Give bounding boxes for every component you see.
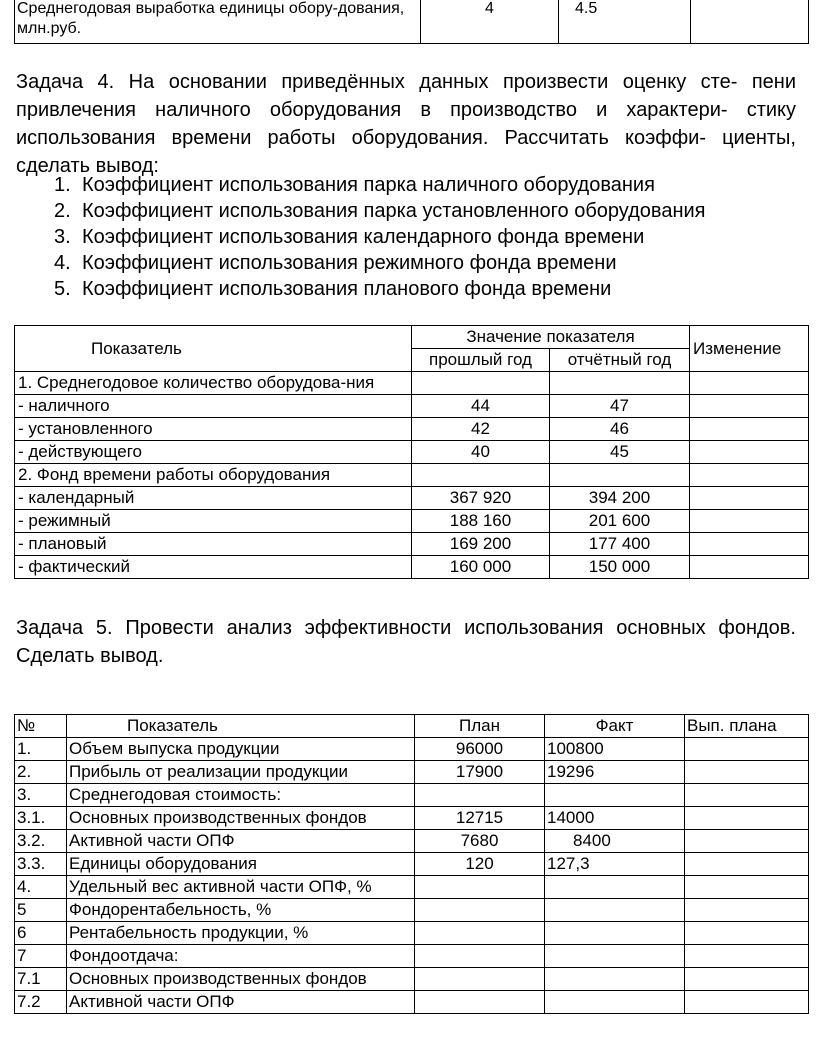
task4-text: Задача 4. На основании приведённых данных произвести оценку сте- пени привлечения наличного оборудования в производство и характери- стику использования времени работы оборудования. Рассчитать коэффи- циенты, сделать вывод: [16, 71, 796, 177]
table-row [15, 418, 809, 441]
plan-cell [415, 968, 545, 991]
exec-cell [685, 922, 809, 945]
header-change: Изменение [690, 326, 809, 372]
table-row [15, 853, 809, 876]
row-label: Среднегодовая стоимость: [67, 784, 415, 807]
row-label: - наличного [15, 395, 412, 418]
row-label: 1. Среднегодовое количество оборудова-ния [15, 372, 412, 395]
table-row [15, 738, 809, 761]
table-row [15, 0, 809, 44]
header-value: Значение показателя [412, 326, 690, 349]
change-cell [690, 441, 809, 464]
header-number: № [15, 715, 67, 738]
list-number: 4. [54, 252, 71, 274]
exec-cell [685, 945, 809, 968]
fact-cell [545, 876, 685, 899]
table-row [15, 968, 809, 991]
prev-cell: 188 160 [412, 510, 550, 533]
exec-cell [685, 853, 809, 876]
plan-cell: 7680 [415, 830, 545, 853]
curr-cell: 201 600 [550, 510, 690, 533]
list-item [16, 276, 706, 302]
curr-cell [550, 372, 690, 395]
row-label: Активной части ОПФ [67, 830, 415, 853]
list-number: 1. [54, 174, 71, 196]
fact-cell [545, 991, 685, 1014]
change-cell [690, 487, 809, 510]
fixed-assets-table [14, 714, 809, 1014]
row-number: 6 [15, 922, 67, 945]
exec-cell [685, 876, 809, 899]
table-row [15, 784, 809, 807]
change-cell [690, 395, 809, 418]
exec-cell [685, 991, 809, 1014]
exec-cell [685, 830, 809, 853]
value-cell: 4.5 [559, 0, 691, 44]
row-number: 7.2 [15, 991, 67, 1014]
exec-cell [685, 968, 809, 991]
empty-cell [691, 0, 809, 44]
row-label: - режимный [15, 510, 412, 533]
row-label: Единицы оборудования [67, 853, 415, 876]
header-row [15, 715, 809, 738]
header-row [15, 326, 809, 349]
list-text: Коэффициент использования режимного фонда времени [82, 252, 617, 274]
row-number: 3.2. [15, 830, 67, 853]
header-plan: План [415, 715, 545, 738]
change-cell [690, 533, 809, 556]
row-number: 4. [15, 876, 67, 899]
row-label: - фактический [15, 556, 412, 579]
list-number: 2. [54, 200, 71, 222]
prev-cell: 42 [412, 418, 550, 441]
fact-cell [545, 945, 685, 968]
prev-cell: 40 [412, 441, 550, 464]
prev-cell: 160 000 [412, 556, 550, 579]
plan-cell [415, 784, 545, 807]
plan-cell [415, 876, 545, 899]
previous-table-fragment [14, 0, 809, 44]
task4-list [16, 172, 706, 302]
row-label: - плановый [15, 533, 412, 556]
header-plan-execution: Вып. плана [685, 715, 809, 738]
table-row [15, 556, 809, 579]
table-row [15, 533, 809, 556]
table-row [15, 464, 809, 487]
row-number: 3. [15, 784, 67, 807]
row-label: Среднегодовая выработка единицы обору-дования, млн.руб. [15, 0, 421, 44]
list-text: Коэффициент использования парка установленного оборудования [82, 200, 706, 222]
plan-cell [415, 945, 545, 968]
fact-cell [545, 899, 685, 922]
table-row [15, 991, 809, 1014]
row-label: Рентабельность продукции, % [67, 922, 415, 945]
plan-cell: 17900 [415, 761, 545, 784]
table-row [15, 922, 809, 945]
list-item [16, 224, 706, 250]
row-number: 7.1 [15, 968, 67, 991]
change-cell [690, 510, 809, 533]
row-number: 5 [15, 899, 67, 922]
row-number: 7 [15, 945, 67, 968]
row-number: 1. [15, 738, 67, 761]
value-cell: 4 [421, 0, 559, 44]
list-number: 3. [54, 226, 71, 248]
fact-cell: 8400 [545, 830, 685, 853]
fact-cell [545, 922, 685, 945]
task5-text: Задача 5. Провести анализ эффективности использования основных фондов. Сделать вывод. [16, 617, 796, 667]
table-row [15, 807, 809, 830]
exec-cell [685, 761, 809, 784]
table-row [15, 761, 809, 784]
row-label: - календарный [15, 487, 412, 510]
row-label: - действующего [15, 441, 412, 464]
row-label: Активной части ОПФ [67, 991, 415, 1014]
curr-cell: 177 400 [550, 533, 690, 556]
row-label: Удельный вес активной части ОПФ, % [67, 876, 415, 899]
exec-cell [685, 784, 809, 807]
table-row [15, 441, 809, 464]
row-label: Основных производственных фондов [67, 968, 415, 991]
row-label: 2. Фонд времени работы оборудования [15, 464, 412, 487]
row-number: 3.1. [15, 807, 67, 830]
list-item [16, 172, 706, 198]
curr-cell: 45 [550, 441, 690, 464]
table-row [15, 395, 809, 418]
header-fact: Факт [545, 715, 685, 738]
row-number: 3.3. [15, 853, 67, 876]
header-prev-year: прошлый год [412, 349, 550, 372]
prev-cell: 367 920 [412, 487, 550, 510]
curr-cell: 47 [550, 395, 690, 418]
prev-cell [412, 464, 550, 487]
fact-cell [545, 784, 685, 807]
curr-cell [550, 464, 690, 487]
plan-cell [415, 991, 545, 1014]
header-curr-year: отчётный год [550, 349, 690, 372]
table-row [15, 510, 809, 533]
fact-cell [545, 968, 685, 991]
plan-cell: 12715 [415, 807, 545, 830]
header-indicator: Показатель [15, 326, 412, 372]
fact-cell: 14000 [545, 807, 685, 830]
exec-cell [685, 807, 809, 830]
row-label: Фондоотдача: [67, 945, 415, 968]
fact-cell: 19296 [545, 761, 685, 784]
curr-cell: 150 000 [550, 556, 690, 579]
row-label: Фондорентабельность, % [67, 899, 415, 922]
row-label: Прибыль от реализации продукции [67, 761, 415, 784]
change-cell [690, 556, 809, 579]
row-label: - установленного [15, 418, 412, 441]
exec-cell [685, 738, 809, 761]
equipment-table [14, 325, 809, 579]
change-cell [690, 372, 809, 395]
table-row [15, 487, 809, 510]
change-cell [690, 464, 809, 487]
prev-cell: 169 200 [412, 533, 550, 556]
list-text: Коэффициент использования планового фонда времени [82, 278, 612, 300]
plan-cell [415, 922, 545, 945]
exec-cell [685, 899, 809, 922]
list-text: Коэффициент использования парка наличного оборудования [82, 174, 655, 196]
table-row [15, 830, 809, 853]
header-indicator: Показатель [67, 715, 415, 738]
row-number: 2. [15, 761, 67, 784]
list-item [16, 198, 706, 224]
prev-cell [412, 372, 550, 395]
table-row [15, 372, 809, 395]
fact-cell: 127,3 [545, 853, 685, 876]
table-row [15, 899, 809, 922]
prev-cell: 44 [412, 395, 550, 418]
plan-cell: 96000 [415, 738, 545, 761]
change-cell [690, 418, 809, 441]
table-row [15, 945, 809, 968]
plan-cell: 120 [415, 853, 545, 876]
table-row [15, 876, 809, 899]
curr-cell: 46 [550, 418, 690, 441]
list-number: 5. [54, 278, 71, 300]
row-label: Основных производственных фондов [67, 807, 415, 830]
plan-cell [415, 899, 545, 922]
curr-cell: 394 200 [550, 487, 690, 510]
fact-cell: 100800 [545, 738, 685, 761]
list-item [16, 250, 706, 276]
row-label: Объем выпуска продукции [67, 738, 415, 761]
list-text: Коэффициент использования календарного фонда времени [82, 226, 645, 248]
